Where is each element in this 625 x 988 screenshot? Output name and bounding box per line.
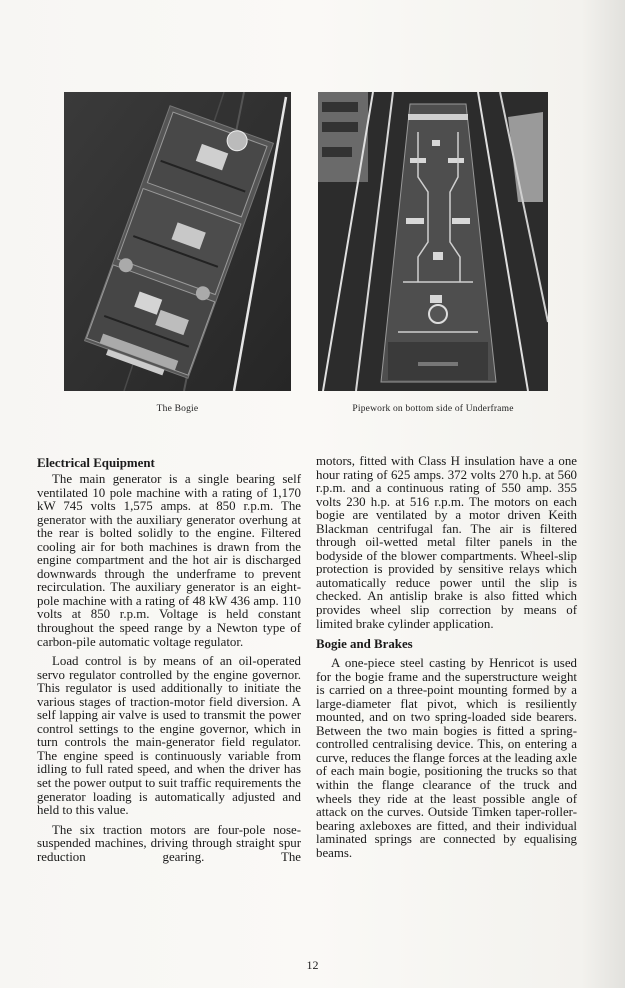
- underframe-photo-icon: [318, 92, 548, 391]
- bogie-photo-icon: [64, 92, 291, 391]
- paragraph: Load control is by means of an oil-operated servo regulator controlled by the engine governor. This regulator is used additionally to initiate the various stages of traction-motor field diversion. A self lapping air valve is used to transmit the power control settings to the engine governor, which in turn controls the main-generator field regulator. The engine speed is continuously variable from idling to full rated speed, and when the driver has set the power output to suit traffic requirements the generator loading is automatically adjusted and held to this value.: [37, 654, 301, 818]
- page-number: 12: [306, 958, 319, 972]
- figure-caption-bogie: The Bogie: [156, 404, 199, 414]
- right-column: [316, 455, 577, 866]
- paragraph: A one-piece steel casting by Henricot is used for the bogie frame and the superstructure weight is carried on a three-point mounting formed by a large-diameter flat pivot, which is resiliently mounted, and on two spring-loaded side bearers. Between the two main bogies is fitted a spring-controlled centralising device. This, on entering a curve, reduces the flange forces at the leading axle of each main bogie, positioning the trucks so that within the flange clearance of the truck and wheels they ride at the least possible angle of attack on the curves. Outside Timken taper-roller-bearing axleboxes are fitted, and their individual laminated springs are connected by equalising beams.: [316, 656, 577, 860]
- paragraph: The six traction motors are four-pole nose-suspended machines, driving through straight spur reduction gearing. The: [37, 822, 301, 864]
- section-heading-electrical-equipment: Electrical Equipment: [37, 456, 155, 470]
- paragraph: The main generator is a single bearing self ventilated 10 pole machine with a rating of 1,170 kW 745 volts 1,575 amps. at 850 r.p.m. The generator with the auxiliary generator overhung at the rear is bolted solidly to the engine. Filtered cooling air for both machines is drawn from the engine compartment and the hot air is discharged downwards through the underframe to prevent recirculation. The auxiliary generator is an eight-pole machine with a rating of 48 kW 436 amp. 110 volts at 850 r.p.m. Voltage is held constant throughout the speed range by a Newton type of carbon-pile automatic voltage regulator.: [37, 472, 301, 649]
- photo-bogie: [64, 92, 291, 391]
- paragraph-continuation: motors, fitted with Class H insulation have a one hour rating of 625 amps. 372 volts 270 h.p. at 560 r.p.m. and a continuous rating of 550 amp. 355 volts 230 h.p. at 516 r.p.m. The motors on each bogie are ventilated by a motor driven Keith Blackman centrifugal fan. The air is filtered through oil-wetted metal filter panels in the bodyside of the blower compartments. Wheel-slip protection is provided by sensitive relays which automatically reduce power until the slip is checked. An antislip brake is also fitted which provides wheel slip correction by means of limited brake cylinder application.: [316, 454, 577, 631]
- left-column: [37, 456, 301, 870]
- photo-underframe: [318, 92, 548, 391]
- figure-caption-underframe: Pipework on bottom side of Underframe: [352, 404, 514, 414]
- section-heading-bogie-and-brakes: Bogie and Brakes: [316, 637, 413, 652]
